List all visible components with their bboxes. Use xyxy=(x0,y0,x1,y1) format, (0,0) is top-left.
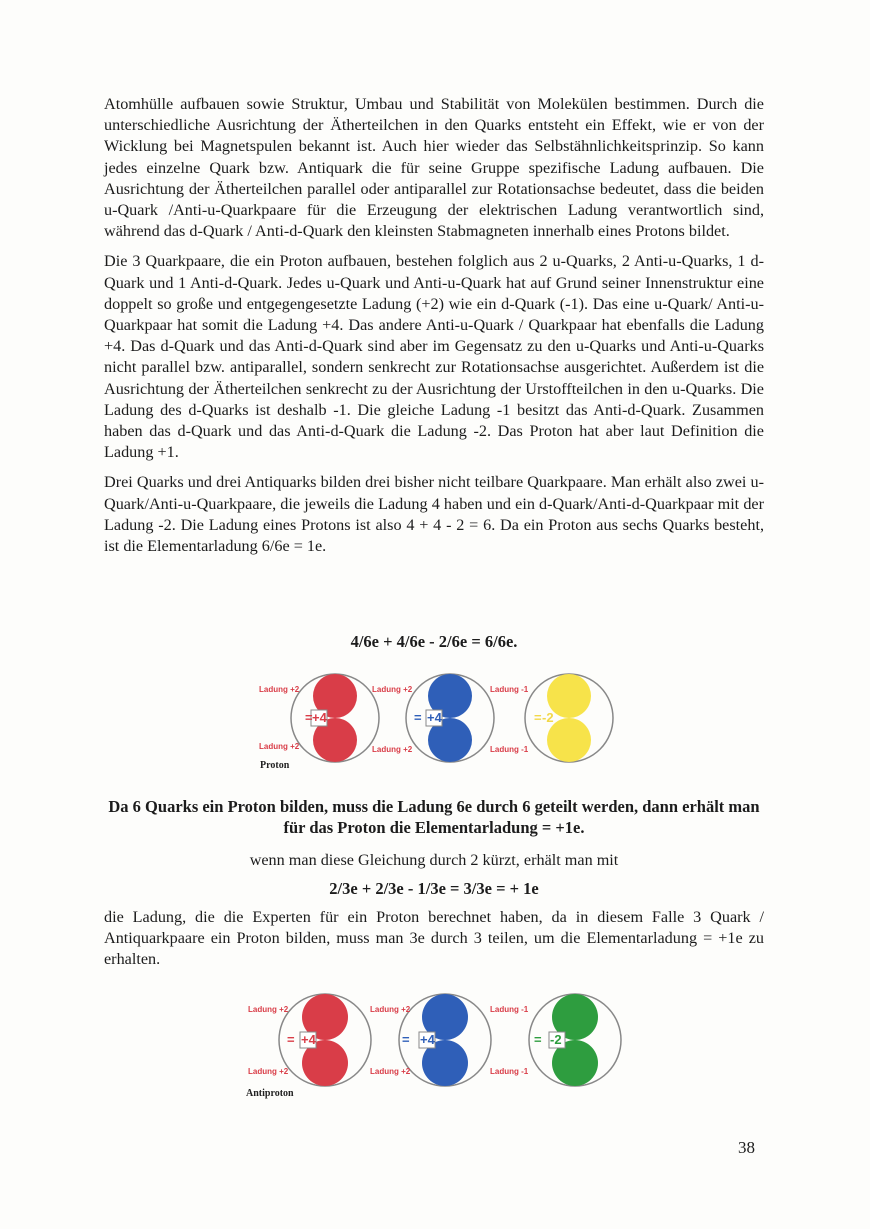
pair-2-bottom-label: Ladung +2 xyxy=(372,745,413,754)
anti-pair-3-top-label: Ladung -1 xyxy=(490,1005,529,1014)
body-text xyxy=(104,94,764,566)
pair-3 xyxy=(490,674,613,762)
pair-1-bottom-label: Ladung +2 xyxy=(259,742,300,751)
proton-caption: Proton xyxy=(260,760,290,771)
pair-1 xyxy=(259,674,379,762)
paragraph-1: Atomhülle aufbauen sowie Struktur, Umbau und Stabilität von Molekülen bestimmen. Durch die unterschiedliche Ausrichtung der Ätherteilchen in den Quarks entsteht ein Effekt, wie er von der Wicklung bei Magnetspulen bekannt ist. Auch hier wieder das Selbstähnlichkeitsprinzip. So kann jedes einzelne Quark bzw. Antiquark die für seine Gruppe spezifische Ladung aufbauen. Die Ausrichtung der Ätherteilchen parallel oder antiparallel zur Rotationsachse bedeutet, dass die beiden u-Quark /Anti-u-Quarkpaare für die Erzeugung der elektrischen Ladung verantwortlich sind, während das d-Quark / Anti-d-Quark den kleinsten Stabmagneten innerhalb eines Protons bildet. xyxy=(104,95,764,241)
pair-2 xyxy=(372,674,494,762)
anti-pair-1 xyxy=(248,994,371,1086)
anti-pair-3 xyxy=(490,994,621,1086)
anti-pair-2-bottom-label: Ladung +2 xyxy=(370,1067,411,1076)
anti-pair-1-sum: +4 xyxy=(301,1032,316,1047)
pair-1-top-label: Ladung +2 xyxy=(259,685,300,694)
pair-3-bottom-label: Ladung -1 xyxy=(490,745,529,754)
pair-3-top-label: Ladung -1 xyxy=(490,685,529,694)
pair-1-equals: = xyxy=(305,710,313,725)
final-paragraph xyxy=(104,907,764,971)
anti-pair-1-equals: = xyxy=(287,1032,295,1047)
proton-diagram xyxy=(0,662,870,782)
pair-3-bottom-quark xyxy=(547,718,591,762)
antiproton-caption: Antiproton xyxy=(246,1088,294,1099)
anti-pair-1-top-label: Ladung +2 xyxy=(248,1005,289,1014)
paragraph-final: die Ladung, die die Experten für ein Proton berechnet haben, da in diesem Falle 3 Quark / Antiquarkpaare ein Proton bilden, muss man 3e durch 3 teilen, um die Elementarladung = +1e zu erhalten. xyxy=(104,908,764,969)
paragraph-2: Die 3 Quarkpaare, die ein Proton aufbauen, bestehen folglich aus 2 u-Quarks, 2 Anti-u-Quarks, 1 d-Quark und 1 Anti-d-Quark. Jedes u-Quark und Anti-u-Quark hat auf Grund seiner Innenstruktur eine doppelt so große und entgegengesetzte Ladung (+2) wie ein d-Quark (-1). Das eine u-Quark/ Anti-u-Quarkpaar hat somit die Ladung +4. Das andere Anti-u-Quark / Quarkpaar hat ebenfalls die Ladung +4. Das d-Quark und das Anti-d-Quark sind aber im Gegensatz zu den u-Quarks und Anti-u-Quarks nicht parallel bzw. antiparallel, sondern senkrecht zur Rotationsachse ausgerichtet. Außerdem ist die Ausrichtung der Ätherteilchen senkrecht zu der Ausrichtung der Urstoffteilchen in den u-Quarks. Die Ladung des d-Quarks ist deshalb -1. Die gleiche Ladung -1 besitzt das Anti-d-Quark. Zusammen haben das d-Quark und das Anti-d-Quark die Ladung -2. Das Proton hat aber laut Definition die Ladung +1. xyxy=(104,252,764,462)
anti-pair-3-sum: -2 xyxy=(550,1032,562,1047)
pair-2-equals: = xyxy=(414,710,422,725)
pair-3-equals: = xyxy=(534,710,542,725)
page-number: 38 xyxy=(738,1138,755,1157)
anti-pair-2-equals: = xyxy=(402,1032,410,1047)
anti-pair-2-sum: +4 xyxy=(420,1032,435,1047)
pair-2-sum: +4 xyxy=(427,710,442,725)
line-after-statement: wenn man diese Gleichung durch 2 kürzt, erhält man mit xyxy=(249,851,619,869)
pair-3-sum: -2 xyxy=(542,710,554,725)
anti-pair-3-bottom-label: Ladung -1 xyxy=(490,1067,529,1076)
anti-pair-1-bottom-label: Ladung +2 xyxy=(248,1067,289,1076)
antiproton-diagram xyxy=(0,982,870,1102)
anti-pair-3-equals: = xyxy=(534,1032,542,1047)
pair-1-sum: +4 xyxy=(312,710,327,725)
bold-statement: Da 6 Quarks ein Proton bilden, muss die Ladung 6e durch 6 geteilt werden, dann erhält man für das Proton die Elementarladung = +1e. xyxy=(108,797,760,837)
paragraph-3: Drei Quarks und drei Antiquarks bilden drei bisher nicht teilbare Quarkpaare. Man erhält also zwei u-Quark/Anti-u-Quarkpaare, die jeweils die Ladung 4 haben und ein d-Quark/Anti-d-Quarkpaar mit der Ladung -2. Die Ladung eines Protons ist also 4 + 4 - 2 = 6. Da ein Proton aus sechs Quarks besteht, ist die Elementarladung 6/6e = 1e. xyxy=(104,473,764,556)
anti-pair-2-top-label: Ladung +2 xyxy=(370,1005,411,1014)
equation-1: 4/6e + 4/6e - 2/6e = 6/6e. xyxy=(350,632,518,651)
pair-3-top-quark xyxy=(547,674,591,718)
anti-pair-2 xyxy=(370,994,491,1086)
equation-2: 2/3e + 2/3e - 1/3e = 3/3e = + 1e xyxy=(329,879,539,898)
pair-2-top-label: Ladung +2 xyxy=(372,685,413,694)
